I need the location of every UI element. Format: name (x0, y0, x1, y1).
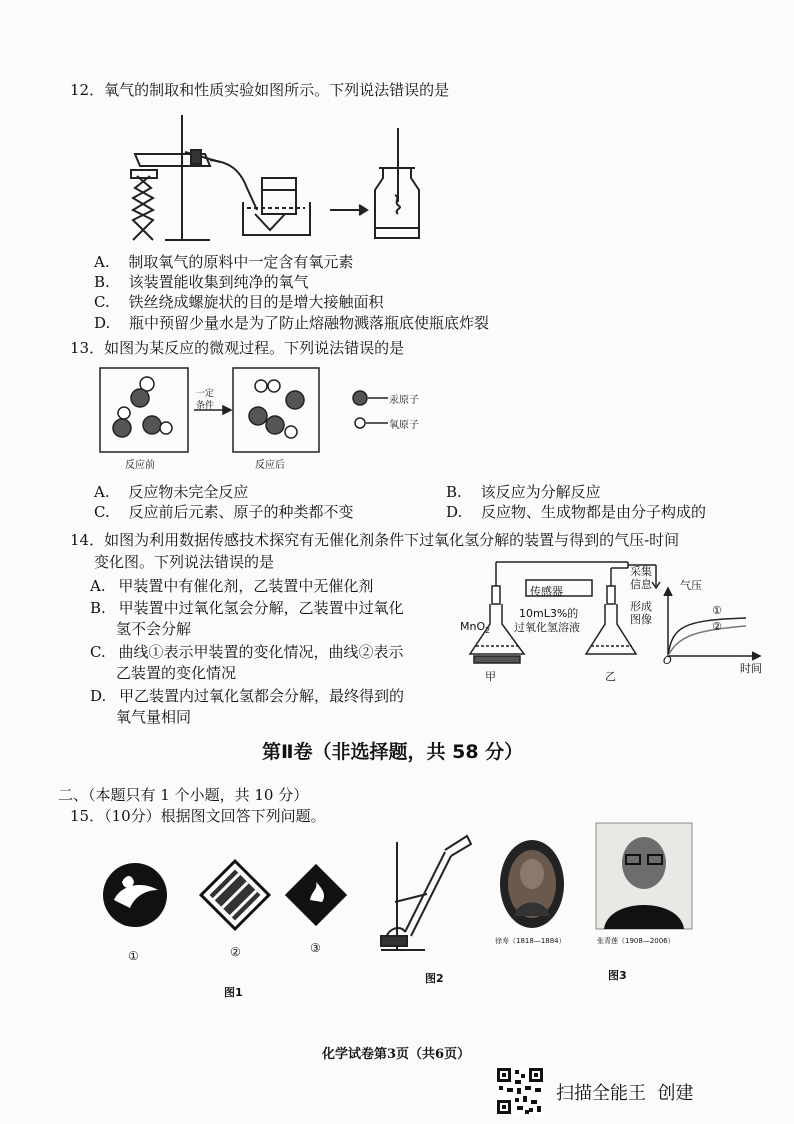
q12-option-c-text: 铁丝绕成螺旋状的目的是增大接触面积 (128, 293, 384, 311)
q15-portrait-2 (596, 823, 692, 929)
q13-option-b (446, 482, 601, 502)
q12-option-a-text: 制取氧气的原料中一定含有氧元素 (128, 253, 354, 271)
q13-option-a-letter: A. (94, 483, 110, 501)
q13-arrow-condition-bottom: 条件 (196, 401, 215, 411)
q14-origin-label: O (663, 654, 672, 667)
page-footer: 化学试卷第3页（共6页） (322, 1047, 471, 1062)
q13-option-b-text: 该反应为分解反应 (480, 483, 601, 501)
q12-option-d-letter: D. (94, 314, 111, 332)
q14-option-b-letter: B. (90, 599, 106, 617)
q14-sensor-figure (456, 556, 766, 681)
q13-legend-hg: 汞原子 (389, 395, 419, 406)
q13-option-c-text: 反应前后元素、原子的种类都不变 (128, 503, 354, 521)
q14-y-axis-label: 气压 (680, 579, 702, 592)
q14-flask-a-label: 甲 (485, 670, 496, 683)
q14-option-d-line2: 氧气量相同 (116, 708, 192, 726)
q14-mno2-label (460, 620, 490, 635)
q15-fig3-label: 图3 (608, 969, 627, 982)
q14-option-c-letter: C. (90, 643, 106, 661)
section-2-title: 第Ⅱ卷（非选择题，共 58 分） (262, 741, 524, 763)
q15-portrait-1 (498, 838, 566, 930)
q12-apparatus-figure (125, 110, 435, 250)
q15-stem: 15．（10分）根据图文回答下列问题。 (70, 807, 326, 825)
q13-particle-figure (100, 368, 460, 453)
q12-option-c (94, 292, 384, 312)
qr-code-icon (495, 1066, 545, 1116)
q13-before-label: 反应前 (125, 460, 155, 471)
q14-option-c-line1: 曲线①表示甲装置的变化情况，曲线②表示 (118, 643, 404, 661)
q14-solution-line1: 10mL3%的 (519, 607, 579, 620)
q13-option-c-letter: C. (94, 503, 110, 521)
q14-solution-line2: 过氧化氢溶液 (514, 621, 580, 634)
q14-option-b-line1: 甲装置中过氧化氢会分解，乙装置中过氧化 (118, 599, 404, 617)
q14-option-a-letter: A. (90, 577, 106, 595)
q13-legend-o: 氧原子 (389, 420, 419, 431)
q13-option-c (94, 502, 354, 522)
q14-option-d (90, 686, 404, 706)
q15-symbol-2-number: ② (230, 945, 241, 959)
part-2-header: 二、（本题只有 1 个小题，共 10 分） (58, 786, 309, 804)
q13-option-a (94, 482, 248, 502)
q15-fig2-apparatus (375, 832, 475, 957)
q12-option-c-letter: C. (94, 293, 110, 311)
q14-form-2: 图像 (630, 613, 652, 626)
q12-option-b-text: 该装置能收集到纯净的氧气 (128, 273, 309, 291)
q15-portrait-2-caption: 张青莲（1908—2006） (597, 937, 675, 945)
q14-option-b-line2: 氢不会分解 (116, 620, 192, 638)
q14-option-d-line1: 甲乙装置内过氧化氢都会分解，最终得到的 (119, 687, 405, 705)
q14-x-axis-label: 时间 (740, 662, 762, 675)
q12-option-b (94, 272, 309, 292)
q14-sensor-label: 传感器 (530, 585, 563, 598)
q14-option-a (90, 576, 373, 596)
q14-mno2-text: MnO (460, 620, 486, 633)
q15-symbol-1-number: ① (128, 949, 139, 963)
q13-option-d-letter: D. (446, 503, 463, 521)
q12-option-a-letter: A. (94, 253, 110, 271)
q13-option-b-letter: B. (446, 483, 462, 501)
q12-stem: 12．氧气的制取和性质实验如图所示。下列说法错误的是 (70, 81, 450, 99)
q14-option-a-line1: 甲装置中有催化剂，乙装置中无催化剂 (118, 577, 374, 595)
q15-fig1-label: 图1 (224, 986, 243, 999)
q13-option-d (446, 502, 706, 522)
q14-mno2-subscript: 2 (485, 626, 491, 636)
q13-arrow-condition-top: 一定 (196, 389, 215, 399)
q12-option-d-text: 瓶中预留少量水是为了防止熔融物溅落瓶底使瓶底炸裂 (129, 314, 490, 332)
q13-after-label: 反应后 (255, 460, 285, 471)
q12-option-d (94, 313, 489, 333)
q14-flask-b-label: 乙 (605, 670, 616, 683)
q15-fig2-label: 图2 (425, 972, 444, 985)
q14-curve1-label: ① (712, 604, 722, 617)
q14-option-c-line2: 乙装置的变化情况 (116, 664, 237, 682)
q15-portrait-1-caption: 徐寿（1818—1884） (495, 937, 566, 945)
q15-symbol-3-number: ③ (310, 941, 321, 955)
q12-option-a (94, 252, 353, 272)
q13-option-a-text: 反应物未完全反应 (128, 483, 249, 501)
q14-collect-1: 采集 (630, 565, 652, 578)
q14-option-c (90, 642, 404, 662)
scanner-brand: 扫描全能王 创建 (556, 1083, 694, 1104)
q15-fig1-symbols (100, 860, 350, 940)
q14-stem-line1: 14．如图为利用数据传感技术探究有无催化剂条件下过氧化氢分解的装置与得到的气压-时间 (70, 531, 680, 549)
q14-stem-line2: 变化图。下列说法错误的是 (94, 553, 275, 571)
q14-form-1: 形成 (630, 600, 652, 613)
q13-option-d-text: 反应物、生成物都是由分子构成的 (481, 503, 707, 521)
q13-stem: 13．如图为某反应的微观过程。下列说法错误的是 (70, 339, 405, 357)
q14-option-d-letter: D. (90, 687, 107, 705)
q12-option-b-letter: B. (94, 273, 110, 291)
q14-collect-2: 信息 (630, 578, 652, 591)
q14-option-b (90, 598, 404, 618)
q14-curve2-label: ② (712, 620, 722, 633)
